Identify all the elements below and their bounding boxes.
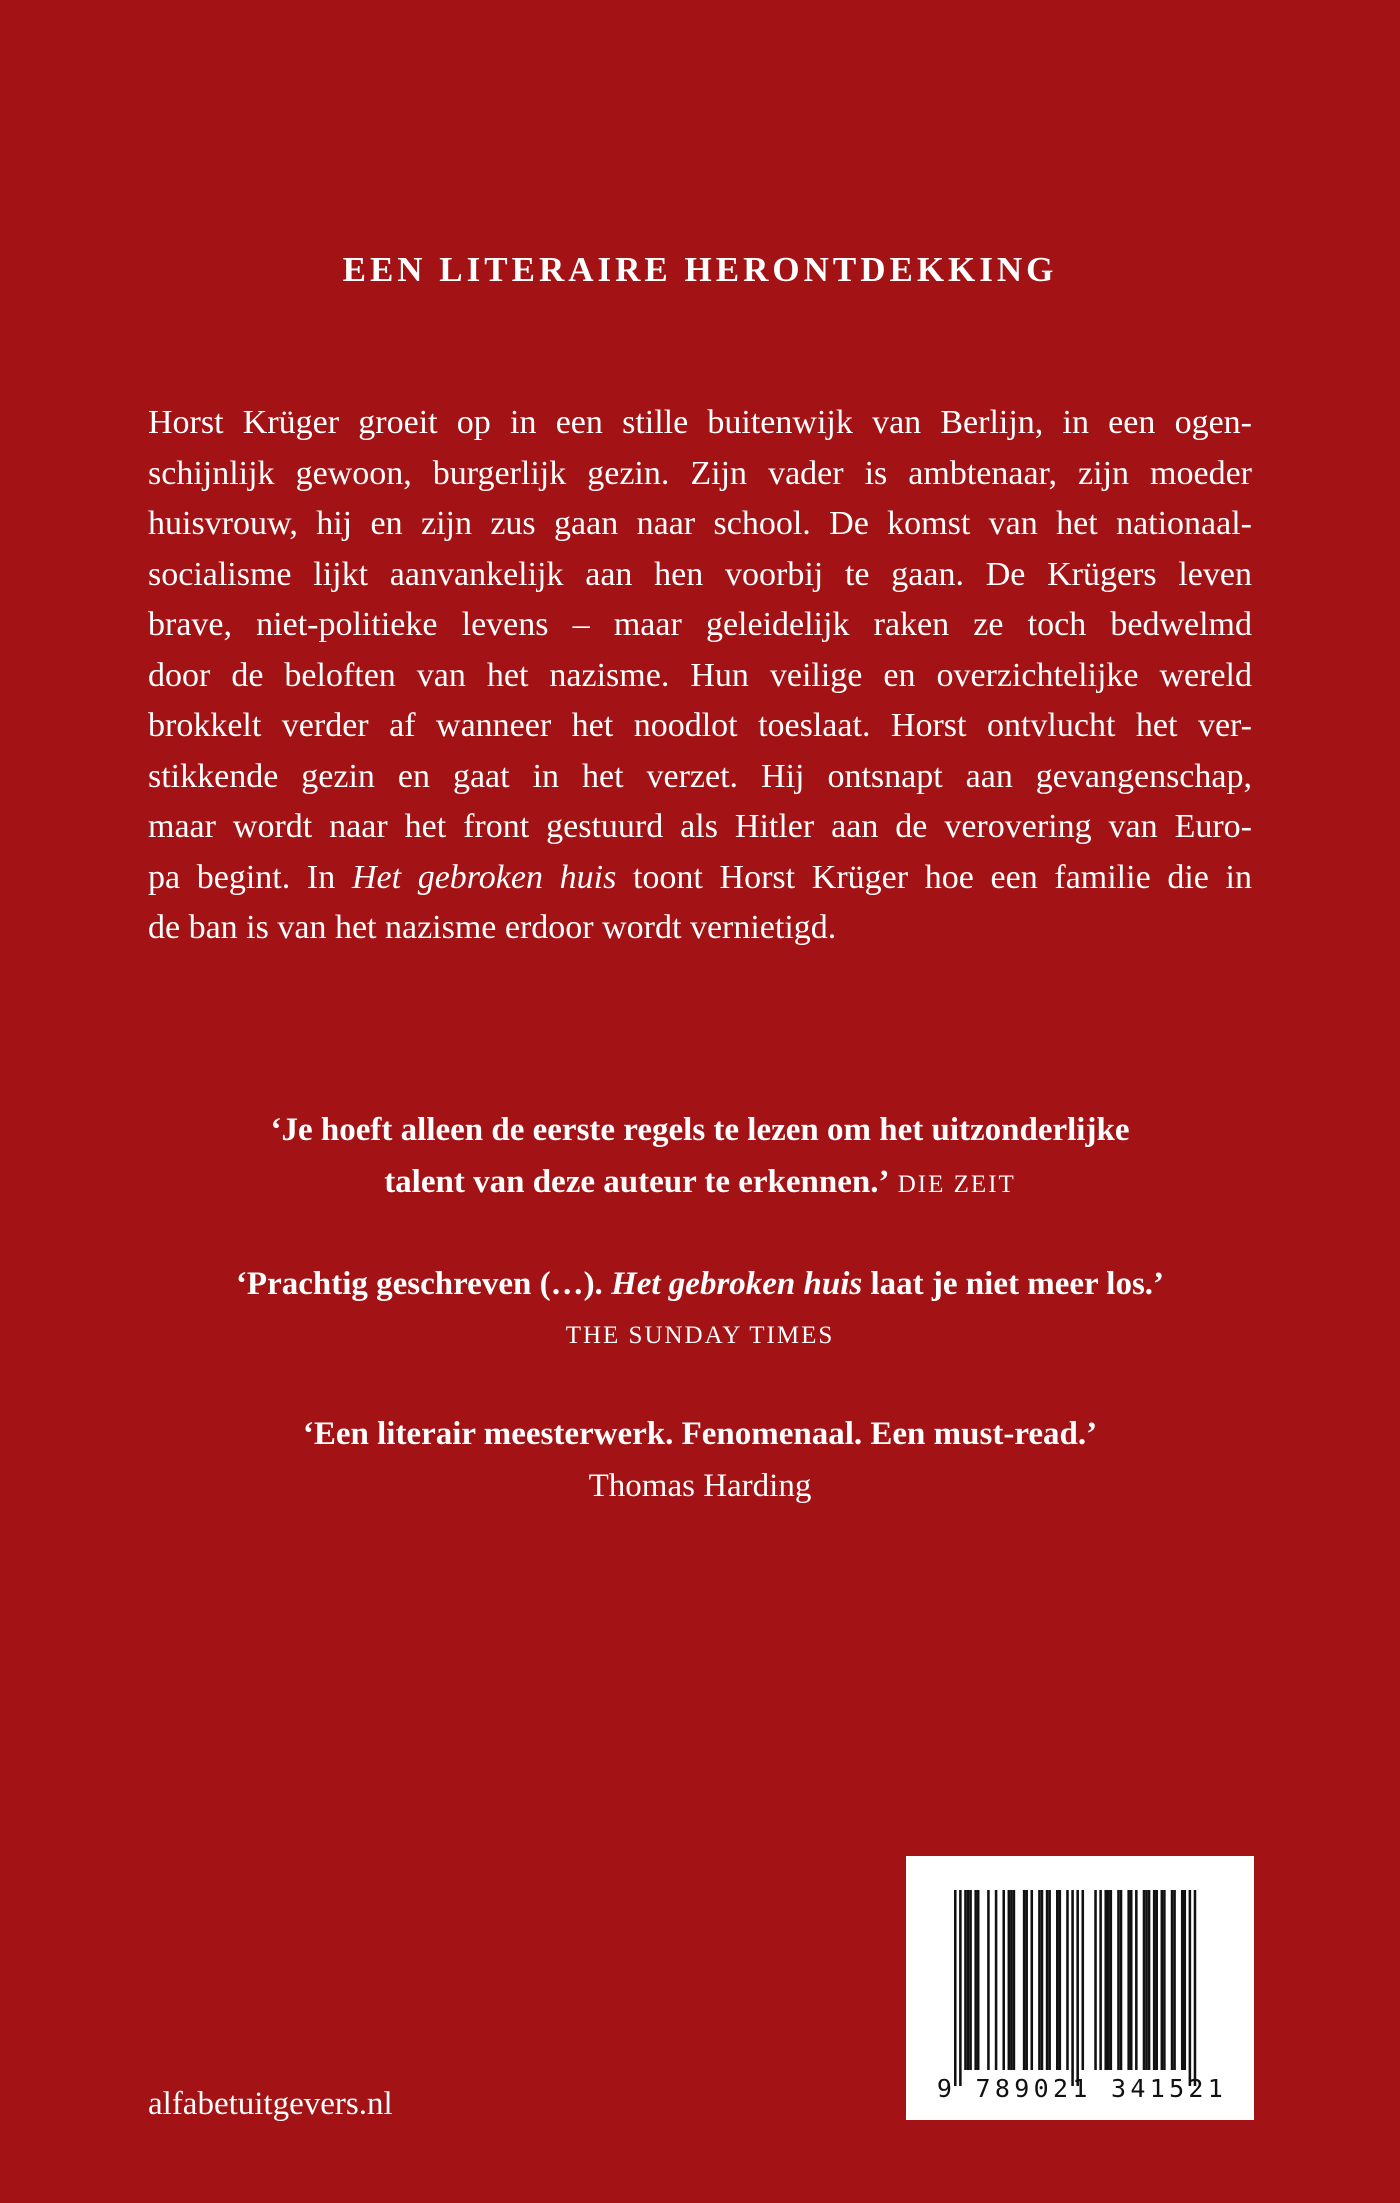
barcode-bar <box>974 1890 977 2070</box>
barcode-bar <box>1107 1890 1110 2070</box>
barcode-bar <box>1130 1890 1133 2070</box>
blurb-line: maar wordt naar het front gestuurd als Hitler aan de verovering van Euro- <box>148 808 1252 845</box>
barcode-bar <box>967 1890 970 2070</box>
blurb-text-segment: pa begint. In <box>148 858 352 896</box>
blurb-line: stikkende gezin en gaat in het verzet. Hij ontsnapt aan gevangenschap, <box>148 757 1252 795</box>
blurb-line <box>148 853 1252 904</box>
review-quote-die-zeit <box>0 1104 1400 1211</box>
quote-text: ‘Een literair meesterwerk. Fenomenaal. Een must-read.’ <box>302 1416 1098 1452</box>
blurb-line: brokkelt verder af wanneer het noodlot toeslaat. Horst ontvlucht het ver- <box>148 707 1252 744</box>
blurb-line: brave, niet-politieke levens – maar geleidelijk raken ze toch bedwelmd <box>148 606 1252 643</box>
barcode-bar <box>1059 1890 1062 2070</box>
barcode-bar <box>1076 1890 1079 2086</box>
barcode-bar <box>1023 1890 1026 2070</box>
barcode-bar <box>1104 1890 1107 2070</box>
barcode-bar <box>1038 1890 1041 2070</box>
publisher-website: alfabetuitgevers.nl <box>148 2086 393 2122</box>
barcode-bar <box>1013 1890 1016 2070</box>
barcode-bar <box>1008 1890 1011 2070</box>
quote-source: DIE ZEIT <box>897 1171 1016 1198</box>
barcode-bar <box>959 1890 962 2086</box>
barcode-bar <box>1031 1890 1034 2070</box>
barcode-bar <box>1110 1890 1113 2070</box>
barcode-bar <box>1082 1890 1085 2070</box>
barcode-bar <box>1127 1890 1130 2070</box>
barcode-bar <box>1171 1890 1174 2070</box>
blurb-text-segment: toont Horst Krüger hoe een familie die in <box>616 858 1253 896</box>
barcode-bar <box>964 1890 967 2070</box>
book-title-italic: Het gebroken huis <box>611 1266 863 1302</box>
blurb-text <box>148 398 1252 954</box>
quote-text: talent van deze auteur te erkennen.’ <box>384 1164 890 1200</box>
barcode-bar <box>954 1890 957 2086</box>
review-quote-thomas-harding <box>0 1408 1400 1512</box>
isbn-number: 9 789021 341521 <box>936 2074 1228 2103</box>
barcode-bar <box>1066 1890 1069 2070</box>
blurb-line: de ban is van het nazisme erdoor wordt vernietigd. <box>148 909 837 946</box>
barcode-bar <box>1041 1890 1044 2070</box>
barcode-bar <box>1181 1890 1184 2070</box>
barcode-bar <box>1161 1890 1164 2070</box>
quote-source: THE SUNDAY TIMES <box>565 1322 835 1349</box>
barcode-bar <box>1184 1890 1187 2070</box>
quote-text-segment: laat je niet meer los.’ <box>862 1266 1165 1302</box>
barcode-bar <box>1071 1890 1074 2086</box>
barcode-bar <box>1056 1890 1059 2070</box>
barcode-bar <box>1046 1890 1049 2070</box>
barcode-bar <box>1148 1890 1151 2070</box>
barcode-bar <box>1145 1890 1148 2070</box>
quote-source: Thomas Harding <box>588 1468 812 1504</box>
barcode-bar <box>1099 1890 1102 2070</box>
isbn-barcode <box>906 1856 1254 2120</box>
barcode-bar <box>1189 1890 1192 2086</box>
barcode-bar <box>1153 1890 1156 2070</box>
barcode-bar <box>1194 1890 1197 2086</box>
blurb-line: schijnlijk gewoon, burgerlijk gezin. Zijn vader is ambtenaar, zijn moeder <box>148 454 1252 492</box>
quote-text-segment: ‘Prachtig geschreven (…). <box>235 1266 612 1302</box>
blurb-line: huisvrouw, hij en zijn zus gaan naar school. De komst van het nationaal- <box>148 505 1252 542</box>
blurb-line: Horst Krüger groeit op in een stille buitenwijk van Berlijn, in een ogen- <box>148 404 1252 441</box>
barcode-bar <box>1163 1890 1166 2070</box>
barcode-bar <box>1143 1890 1146 2070</box>
barcode-bar <box>1135 1890 1138 2070</box>
blurb-line: door de beloften van het nazisme. Hun veilige en overzichtelijke wereld <box>148 656 1252 694</box>
barcode-bar <box>1025 1890 1028 2070</box>
barcode-bar <box>1120 1890 1123 2070</box>
barcode-bar <box>977 1890 980 2070</box>
barcode-bar <box>995 1890 998 2070</box>
barcode-bar <box>1155 1890 1158 2070</box>
review-quote-sunday-times <box>0 1258 1400 1362</box>
barcode-bar <box>1010 1890 1013 2070</box>
barcode-bar <box>1117 1890 1120 2070</box>
book-title-italic: Het gebroken huis <box>351 858 617 896</box>
barcode-bar <box>1048 1890 1051 2070</box>
blurb-line: socialisme lijkt aanvankelijk aan hen voorbij te gaan. De Krügers leven <box>148 555 1252 593</box>
quote-text <box>0 1258 1400 1310</box>
barcode-bar <box>1002 1890 1005 2070</box>
barcode-bar <box>1094 1890 1097 2070</box>
barcode-bar <box>1173 1890 1176 2070</box>
quote-text: ‘Je hoeft alleen de eerste regels te lezen om het uitzonderlijke <box>270 1112 1130 1148</box>
barcode-bar <box>987 1890 990 2070</box>
cover-heading: EEN LITERAIRE HERONTDEKKING <box>342 250 1058 289</box>
barcode-bar <box>969 1890 972 2070</box>
quote-line-with-source <box>0 1156 1400 1211</box>
